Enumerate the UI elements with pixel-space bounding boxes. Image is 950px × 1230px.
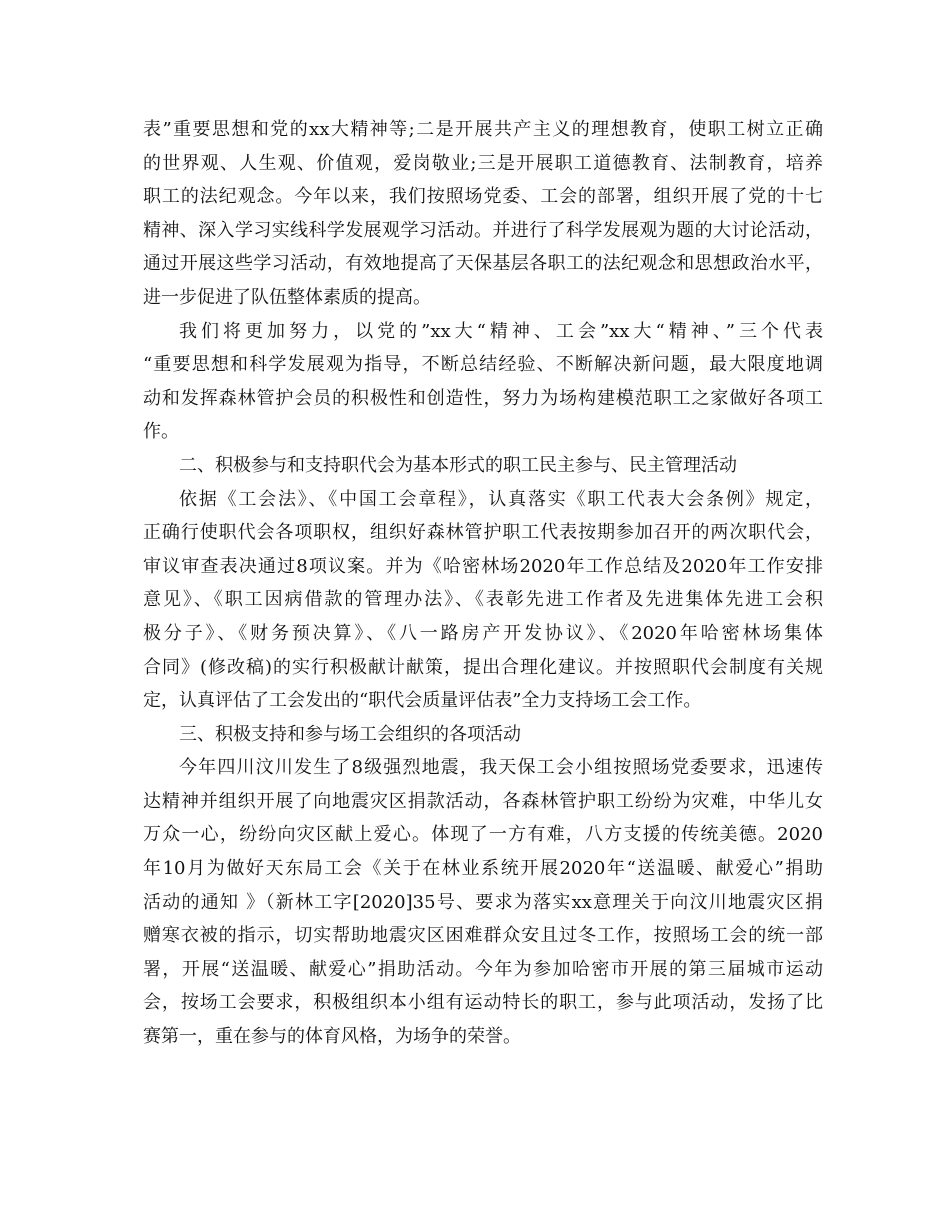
text-line: 极分子》、《财务预决算》、《八一路房产开发协议》、《2020年哈密林场集体 (143, 622, 823, 644)
text-line: 审议审查表决通过8项议案。并为《哈密林场2020年工作总结及2020年工作安排 (143, 555, 823, 577)
text-line: 的世界观、人生观、价值观，爱岗敬业;三是开展职工道德教育、法制教育，培养 (143, 152, 823, 174)
text-line: 职工的法纪观念。今年以来，我们按照场党委、工会的部署，组织开展了党的十七 (143, 186, 823, 208)
text-line: 合同》(修改稿)的实行积极献计献策，提出合理化建议。并按照职代会制度有关规 (143, 656, 823, 678)
text-line: 万众一心，纷纷向灾区献上爱心。体现了一方有难，八方支援的传统美德。2020 (143, 824, 823, 846)
paragraph-first-line: 依据《工会法》、《中国工会章程》，认真落实《职工代表大会条例》规定， (179, 488, 823, 510)
text-line: 进一步促进了队伍整体素质的提高。 (143, 286, 431, 308)
text-line: 通过开展这些学习活动，有效地提高了天保基层各职工的法纪观念和思想政治水平， (143, 253, 823, 275)
paragraph-first-line: 今年四川汶川发生了8级强烈地震，我天保工会小组按照场党委要求，迅速传 (179, 757, 823, 779)
text-line: 会，按场工会要求，积极组织本小组有运动特长的职工，参与此项活动，发扬了比 (143, 992, 823, 1014)
text-line: 作。 (143, 421, 179, 443)
text-line: 定，认真评估了工会发出的“职代会质量评估表”全力支持场工会工作。 (143, 690, 702, 712)
text-line: 赛第一，重在参与的体育风格，为场争的荣誉。 (143, 1026, 521, 1048)
document-body (143, 113, 823, 1054)
text-line: 年10月为做好天东局工会《关于在林业系统开展2020年“送温暖、献爱心”捐助 (143, 858, 823, 880)
section-heading: 三、积极支持和参与场工会组织的各项活动 (179, 723, 521, 745)
text-line: 动和发挥森林管护会员的积极性和创造性，努力为场构建模范职工之家做好各项工 (143, 387, 823, 409)
text-line: 意见》、《职工因病借款的管理办法》、《表彰先进工作者及先进集体先进工会积 (143, 589, 823, 611)
text-line: 达精神并组织开展了向地震灾区捐款活动，各森林管护职工纷纷为灾难，中华儿女 (143, 790, 823, 812)
text-line: 活动的通知 》（新林工字[2020]35号、要求为落实xx意理关于向汶川地震灾区捐 (143, 891, 823, 913)
text-line: 正确行使职代会各项职权，组织好森林管护职工代表按期参加召开的两次职代会， (143, 522, 823, 544)
text-line: 署，开展“送温暖、献爱心”捐助活动。今年为参加哈密市开展的第三届城市运动 (143, 958, 823, 980)
text-line: 赠寒衣被的指示，切实帮助地震灾区困难群众安且过冬工作，按照场工会的统一部 (143, 925, 823, 947)
text-line: 表”重要思想和党的xx大精神等;二是开展共产主义的理想教育，使职工树立正确 (143, 119, 823, 140)
text-line: 精神、深入学习实线科学发展观学习活动。并进行了科学发展观为题的大讨论活动， (143, 219, 823, 241)
paragraph-first-line: 我们将更加努力，以党的”xx大“精神、工会”xx大“精神、”三个代表 (179, 320, 823, 342)
text-line: “重要思想和科学发展观为指导，不断总结经验、不断解决新问题，最大限度地调 (143, 354, 823, 376)
section-heading: 二、积极参与和支持职代会为基本形式的职工民主参与、民主管理活动 (179, 454, 737, 476)
